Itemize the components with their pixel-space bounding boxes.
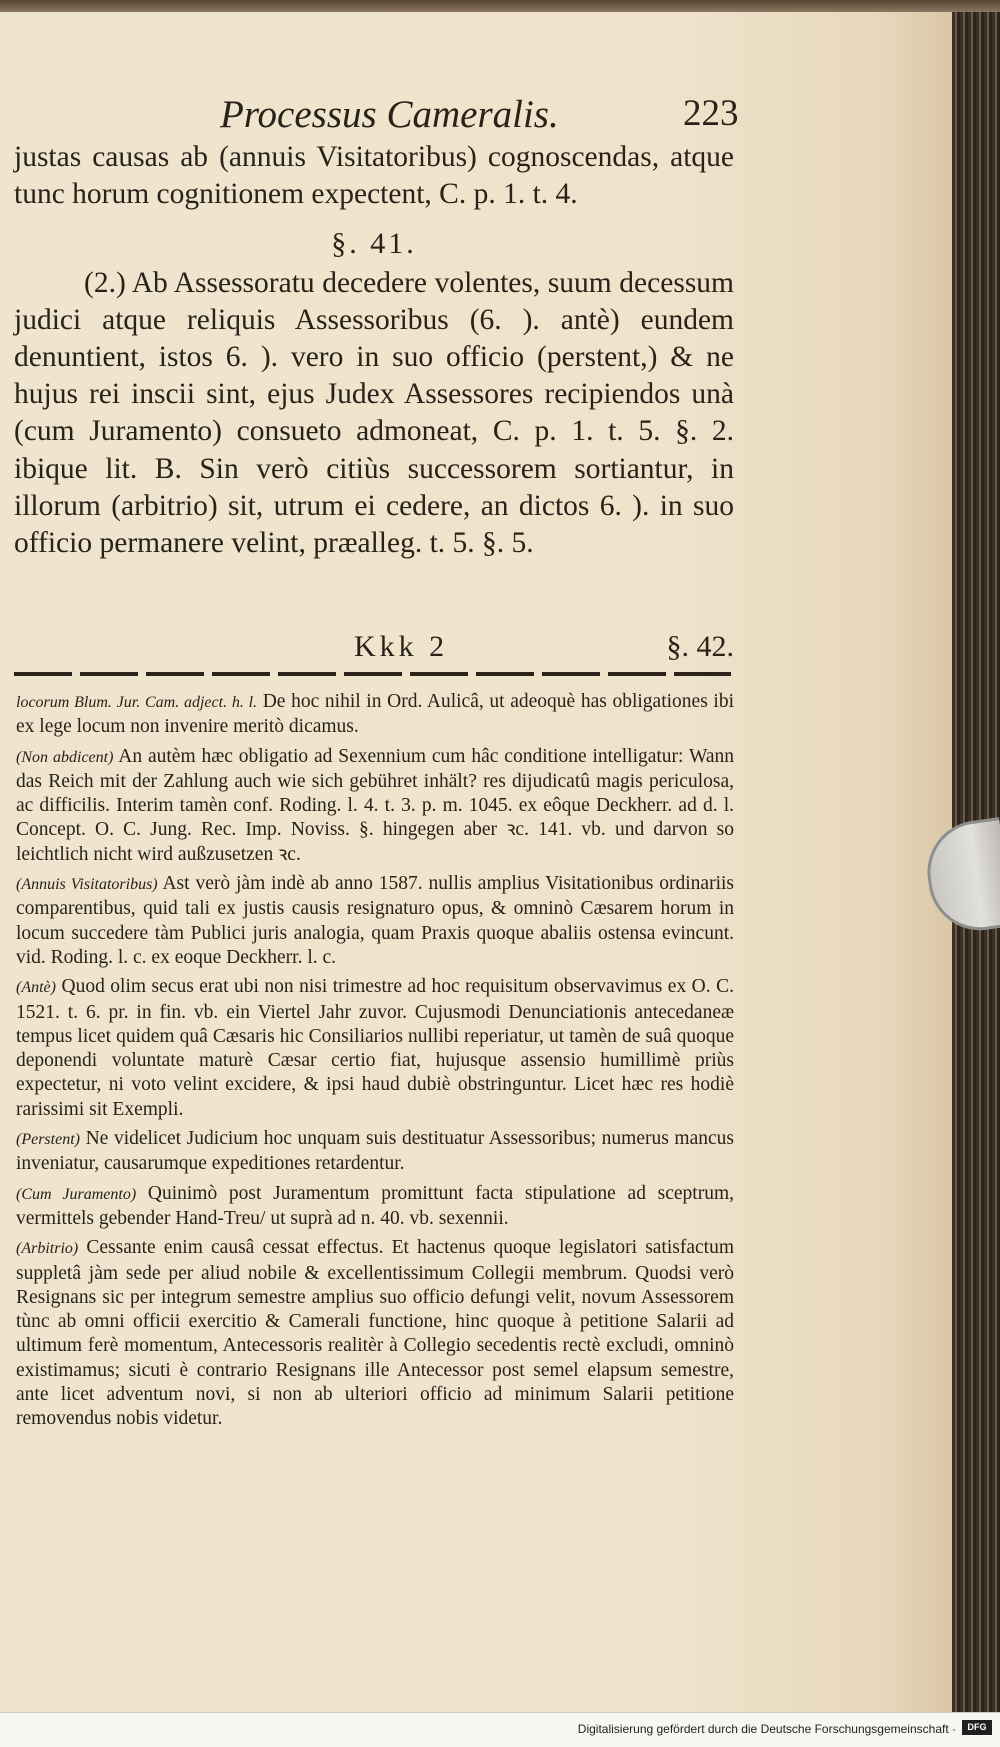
notes-block [16,690,734,1437]
note-text: Ast verò jàm indè ab anno 1587. nullis amplius Visitationibus ordinariis comparentibus, quid tali ex justis causis resignaturo opus, & omninò Cæsarem horum in locum succedere tàm Publici juris analogia, quam Praxis quoque abaliis ostensa evincunt. vid. Roding. l. c. ex eoque Deckherr. l. c. [16,873,734,968]
note-label: (Perstent) [16,1131,80,1149]
main-text-block [14,139,734,562]
note-label: (Non abdicent) [16,748,114,766]
note-ante [16,975,734,1122]
continuation-text: justas causas ab (annuis Visitatoribus) cognoscendas, atque tunc horum cognitionem expectent, C. p. 1. t. 4. [14,141,734,211]
section-heading: §. 41. [331,227,417,261]
catchword: §. 42. [666,630,734,663]
note-text: Quod olim secus erat ubi non nisi trimestre ad hoc requisitum observavimus ex O. C. 1521. t. 6. pr. in fin. vb. ein Viertel Jahr zuvor. Cujusmodi Denunciationis antecedaneæ tempus licet quidem quâ Cæsaris hic Consiliarios nullibi reperiatur, ut tamèn de suâ quoque deponendi voluntate maturè Cæsar certio fiat, hujusque assensio humillimè priùs expectetur, ni voto velint excidere, & ipsi haud dubiè obstringuntur. Licet hæc res hodiè rarissimi sit Exempli. [16,976,735,1120]
note-text: Cessante enim causâ cessat effectus. Et hactenus quoque legislatori satisfactum suppletâ jàm sede per aliud nobile & excellentissimum Collegii membrum. Quodsi verò Resignans sic per integrum semestre amplius suo officio defungi velit, novum Assessorem tùnc ab omni officii exercitio & Camerali functione, hinc quoque à petitione Salarii ad ultimum ferè momentum, Antecessoris realitèr à Collegio secedentis rectè excludi, omninò existimamus; sicuti è contrario Resignans ille Antecessor post semel elapsum semestre, ante licet adventum novi, si non ab ulteriori officio ad minimum Salarii petitione removendus nobis videtur. [16,1237,734,1430]
note-label: (Antè) [16,979,56,997]
note-annuis-visitatoribus [16,872,734,970]
funding-note: Digitalisierung gefördert durch die Deutsche Forschungsgemeinschaft · [577,1722,956,1736]
note-text: De hoc nihil in Ord. Aulicâ, ut adeoquè has obligationes ibi ex lege locum non invenire meritò dicamus. [16,691,735,738]
note-arbitrio [16,1236,734,1431]
binding-top-edge [0,0,1000,12]
note-text: Quinimò post Juramentum promittunt facta stipulatione ad sceptrum, vermittels gebender Hand-Treu/ ut suprà ad n. 40. vb. sexennii. [16,1182,735,1229]
footnote-divider [14,672,731,676]
note-lead: locorum Blum. Jur. Cam. adject. h. l. [16,694,258,711]
note-text: Ne videlicet Judicium hoc unquam suis destituatur Assessoribus; numerus mancus inveniatur, causarumque expeditiones retardentur. [16,1128,734,1175]
note-cum-juramento [16,1182,734,1232]
note-label: (Arbitrio) [16,1240,79,1258]
note-label: (Cum Juramento) [16,1185,137,1203]
note-text: An autèm hæc obligatio ad Sexennium cum hâc conditione intelligatur: Wann das Reich mit der Zahlung auch wie sich gebühret inhält? res dijudicatû magis periculosa, ac difficilis. Interim tamèn conf. Roding. l. 4. t. 3. p. m. 1045. ex eôque Deckherr. ad d. l. Concept. O. C. Jung. Rec. Imp. Noviss. §. hingegen aber ꝛc. 141. vb. und darvon so leichtlich nicht wird außzusetzen ꝛc. [16,745,734,865]
main-paragraph: (2.) Ab Assessoratu decedere volentes, suum decessum judici atque reliquis Assessoribus (6. ). antè) eundem denuntient, istos 6. ). vero in suo officio (perstent,) & ne hujus rei inscii sint, ejus Judex Assessores recipiendos unà (cum Juramento) consueto admoneat, C. p. 1. t. 5. §. 2. ibique lit. B. Sin verò citiùs successorem sortiantur, in illorum (arbitrio) sit, utrum ei cedere, an dictos 6. ). in suo officio permanere velint, præalleg. t. 5. §. 5. [14,266,734,560]
note-perstent [16,1127,734,1177]
note-0 [16,690,734,740]
note-label: (Annuis Visitatoribus) [16,876,158,894]
note-non-abdicent [16,745,734,867]
page-number: 223 [683,93,739,134]
running-title: Processus Cameralis. [220,93,559,136]
dfg-logo: DFG [962,1720,992,1735]
catchwords-line [14,630,734,670]
signature-mark: Kkk 2 [354,630,449,663]
